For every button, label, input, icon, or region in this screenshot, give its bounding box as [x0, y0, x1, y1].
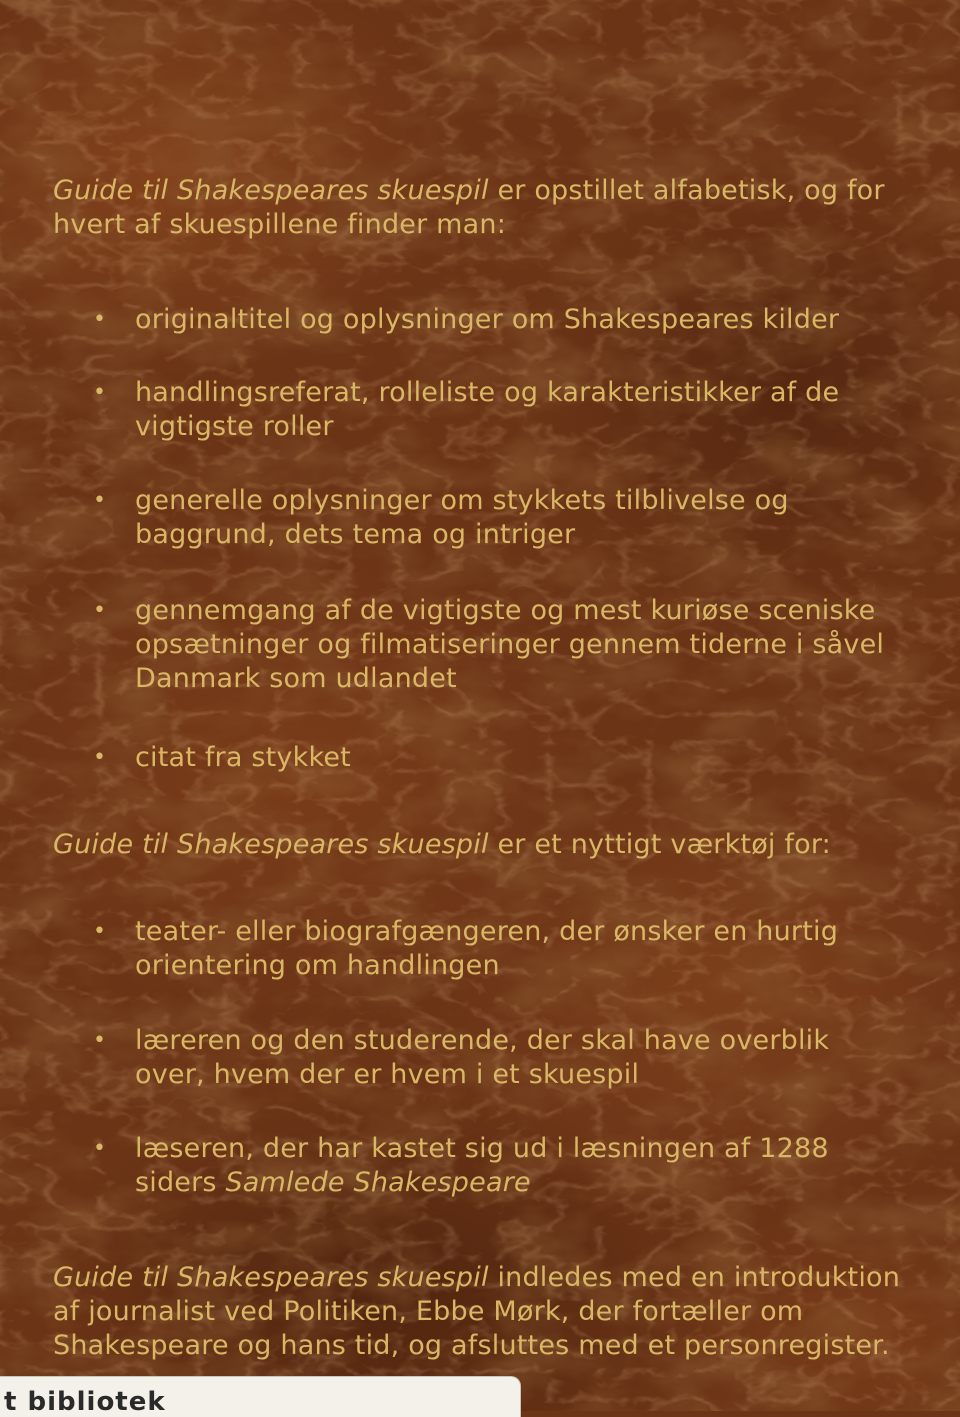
book-title: Guide til Shakespeares skuespil [53, 1262, 489, 1293]
list-item-text: gennemgang af de vigtigste og mest kuriøse sceniske opsætninger og filmatiseringer gennem tiderne i såvel Danmark som udlandet [135, 595, 885, 694]
bullet-icon: • [93, 307, 107, 332]
list-item-text: handlingsreferat, rolleliste og karakteristikker af de vigtigste roller [135, 377, 840, 442]
bullet-icon: • [93, 380, 107, 405]
list-item-text-main: læseren, der har kastet sig ud i læsningen af 1288 siders [135, 1133, 829, 1198]
list-item-text [135, 1132, 835, 1200]
intro-paragraph [53, 174, 913, 242]
bullet-icon: • [93, 488, 107, 513]
intro-text: er opstillet alfabetisk, og for hvert af skuespillene finder man: [53, 175, 885, 240]
bullet-icon: • [93, 745, 107, 770]
bullet-icon: • [93, 1028, 107, 1053]
book-title: Guide til Shakespeares skuespil [53, 175, 489, 206]
book-title: Guide til Shakespeares skuespil [53, 829, 489, 860]
closing-paragraph [53, 1261, 923, 1363]
list-item-text: originaltitel og oplysninger om Shakespeares kilder [135, 304, 840, 335]
list-item-text: læreren og den studerende, der skal have overblik over, hvem der er hvem i et skuespil [135, 1025, 830, 1090]
library-label-text: t bibliotek [4, 1387, 166, 1417]
bullet-icon: • [93, 598, 107, 623]
bullet-icon: • [93, 919, 107, 944]
list-item-text: citat fra stykket [135, 742, 351, 773]
book-title-reference: Samlede Shakespeare [225, 1167, 531, 1198]
list-item-text: teater- eller biografgængeren, der ønsker en hurtig orientering om handlingen [135, 916, 839, 981]
closing-text: indledes med en introduktion af journalist ved Politiken, Ebbe Mørk, der fortæller om Shakespeare og hans tid, og afsluttes med et personregister. [53, 1262, 901, 1361]
tool-text: er et nyttigt værktøj for: [488, 829, 831, 860]
bullet-icon: • [93, 1136, 107, 1161]
tool-paragraph [53, 828, 913, 862]
list-item-text: generelle oplysninger om stykkets tilblivelse og baggrund, dets tema og intriger [135, 485, 789, 550]
